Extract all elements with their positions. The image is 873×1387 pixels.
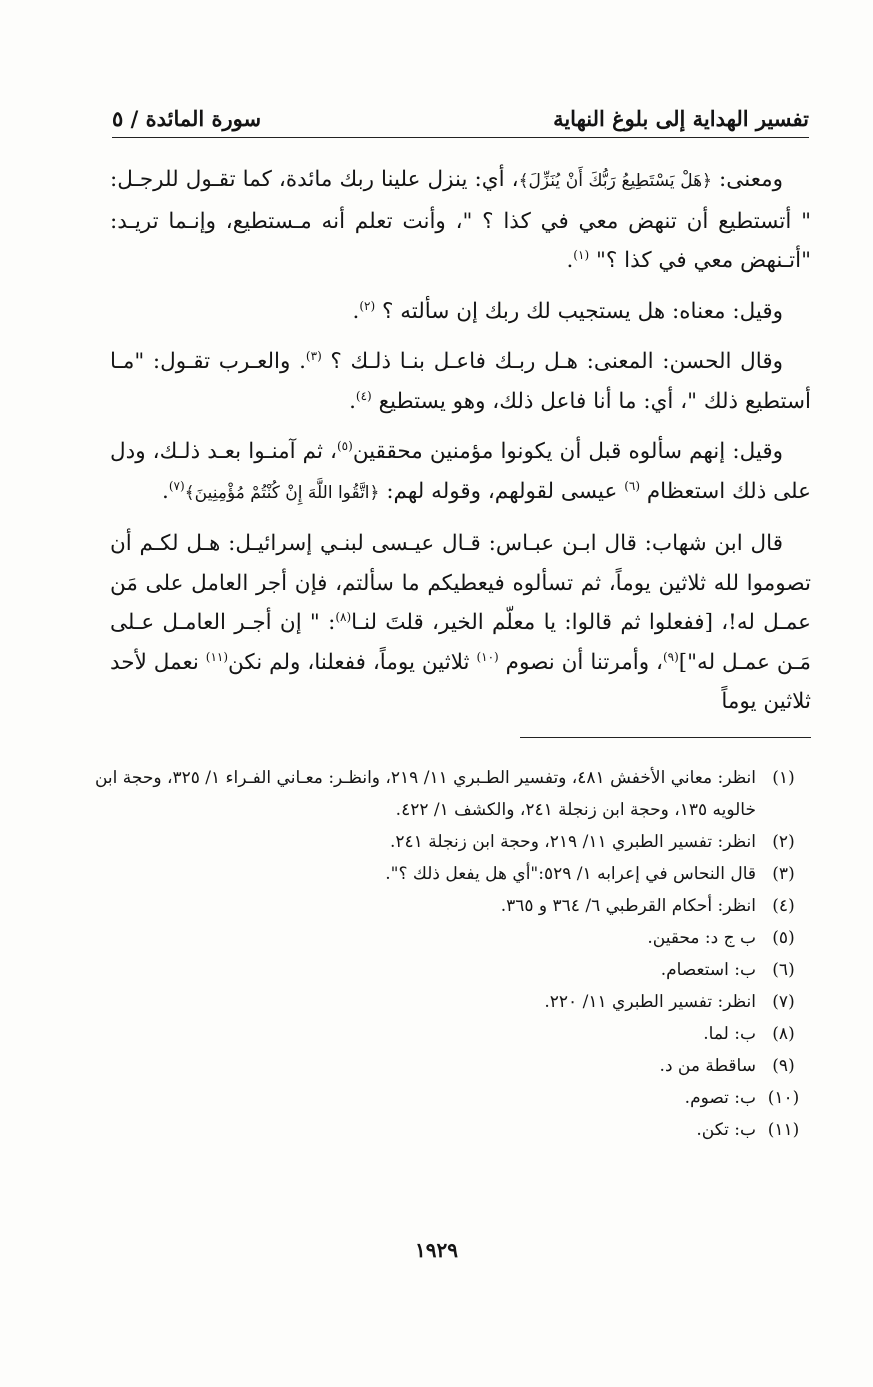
footnote-divider — [520, 737, 811, 738]
footnote-number: (٢) — [772, 832, 795, 852]
footnote-number: (٩) — [772, 1056, 795, 1076]
footnote-item — [90, 954, 811, 986]
footnote-text: انظر: معاني الأخفش ٤٨١، وتفسير الطـبري ١١/ ٢١٩، وانظـر: معـاني الفـراء ١/ ٣٢٥، وحجة ابن خالويه ١٣٥، وحجة ابن زنجلة ٢٤١، والكشف ١/ ٤٢٢. — [94, 768, 756, 820]
footnote-item — [90, 762, 811, 826]
footnote-item — [90, 1018, 811, 1050]
footnote-text: ب: تصوم. — [684, 1088, 756, 1108]
main-text — [110, 160, 811, 733]
footnote-number: (٤) — [772, 896, 795, 916]
footnote-number: (١) — [772, 768, 795, 788]
footnote-number: (٦) — [772, 960, 795, 980]
footnotes — [90, 762, 811, 1146]
footnote-text: ب: استعصام. — [660, 960, 756, 980]
paragraph-2: وقيل: معناه: هل يستجيب لك ربك إن سألته ؟ $^{(٢)}$. — [352, 298, 783, 324]
footnote-item — [90, 922, 811, 954]
footnote-item — [90, 890, 811, 922]
footnote-ref[interactable]: (٣) — [305, 348, 322, 363]
footnote-ref[interactable]: (١) — [573, 247, 590, 262]
footnote-ref[interactable]: (٦) — [624, 478, 641, 493]
footnote-text: ب: لما. — [703, 1024, 756, 1044]
footnote-ref[interactable]: (١١) — [205, 649, 229, 664]
footnote-number: (١٠) — [767, 1088, 800, 1108]
footnote-ref[interactable]: (٧) — [168, 478, 185, 493]
surah-label: سورة المائدة / ٥ — [112, 106, 262, 131]
footnote-number: (٥) — [772, 928, 795, 948]
footnote-text: ب ج د: محقين. — [647, 928, 756, 948]
footnote-text: انظر: أحكام القرطبي ٦/ ٣٦٤ و ٣٦٥. — [500, 896, 756, 916]
footnote-number: (٣) — [772, 864, 795, 884]
paragraph-4: وقيل: إنهم سألوه قبل أن يكونوا مؤمنين محققين$^{(٥)}$، ثم آمنـوا بعـد ذلـك، ودل على ذلك استعظام $^{(٦)}$ عيسى لقولهم، وقوله لهم: ﴿اتَّقُوا اللَّهَ إِنْ كُنْتُمْ مُؤْمِنِينَ﴾$^{(٧)}$. — [110, 438, 811, 504]
footnote-ref[interactable]: (٨) — [335, 609, 352, 624]
footnote-number: (١١) — [767, 1120, 800, 1140]
paragraph-1: ومعنى: ﴿هَلْ يَسْتَطِيعُ رَبُّكَ أَنْ يُنَزِّلَ﴾، أي: ينزل علينا ربك مائدة، كما تقـول للرجـل: " أتستطيع أن تنهض معي في كذا ؟ "، وأنت تعلم أنه مـستطيع، وإنـما تريـد: "أتـنهض معي في كذا ؟" $^{(١)}$. — [110, 167, 811, 273]
running-header — [112, 98, 809, 138]
footnote-number: (٧) — [772, 992, 795, 1012]
page-number: ١٩٢٩ — [415, 1238, 458, 1262]
footnote-item — [90, 986, 811, 1018]
footnote-item — [90, 826, 811, 858]
footnote-ref[interactable]: (٥) — [336, 438, 353, 453]
footnote-text: ب: تكن. — [696, 1120, 756, 1140]
quran-quote: ﴿هَلْ يَسْتَطِيعُ رَبُّكَ أَنْ يُنَزِّلَ﴾ — [518, 171, 713, 191]
footnote-ref[interactable]: (٤) — [355, 388, 372, 403]
paragraph-3: وقال الحسن: المعنى: هـل ربـك فاعـل بنـا ذلـك ؟ $^{(٣)}$. والعـرب تقـول: "مـا أستطيع ذلك "، أي: ما أنا فاعل ذلك، وهو يستطيع $^{(٤)}$. — [110, 348, 811, 414]
footnote-text: قال النحاس في إعرابه ١/ ٥٢٩:"أي هل يفعل ذلك ؟". — [385, 864, 756, 884]
footnote-item — [90, 1114, 811, 1146]
book-title: تفسير الهداية إلى بلوغ النهاية — [553, 106, 809, 131]
paragraph-5: قال ابن شهاب: قال ابـن عبـاس: قـال عيـسى لبنـي إسرائيـل: هـل لكـم أن تصوموا لله ثلاثين يوماً، ثم تسألوه فيعطيكم ما سألتم، فإن أجر العامل على مَن عمـل له!، [ففعلوا ثم قالوا: يا معلّم الخير، قلتَ لنـا$^{(٨)}$: " إن أجـر العامـل عـلى مَـن عمـل له"]$^{(٩)}$، وأمرتنا أن نصوم $^{(١٠)}$ ثلاثين يوماً، ففعلنا، ولم نكن$^{(١١)}$ نعمل لأحد ثلاثين يوماً — [110, 531, 812, 714]
footnote-ref[interactable]: (٢) — [359, 298, 376, 313]
footnote-ref[interactable]: (١٠) — [476, 649, 499, 664]
quran-quote: ﴿اتَّقُوا اللَّهَ إِنْ كُنْتُمْ مُؤْمِنِينَ﴾ — [184, 482, 380, 503]
footnote-item — [90, 1082, 811, 1114]
footnote-text: ساقطة من د. — [659, 1056, 756, 1076]
footnote-item — [90, 1050, 811, 1082]
footnote-text: انظر: تفسير الطبري ١١/ ٢١٩، وحجة ابن زنجلة ٢٤١. — [390, 832, 756, 852]
footnote-item — [90, 858, 811, 890]
footnote-ref[interactable]: (٩) — [662, 649, 679, 664]
footnote-number: (٨) — [772, 1024, 795, 1044]
footnote-text: انظر: تفسير الطبري ١١/ ٢٢٠. — [544, 992, 756, 1012]
